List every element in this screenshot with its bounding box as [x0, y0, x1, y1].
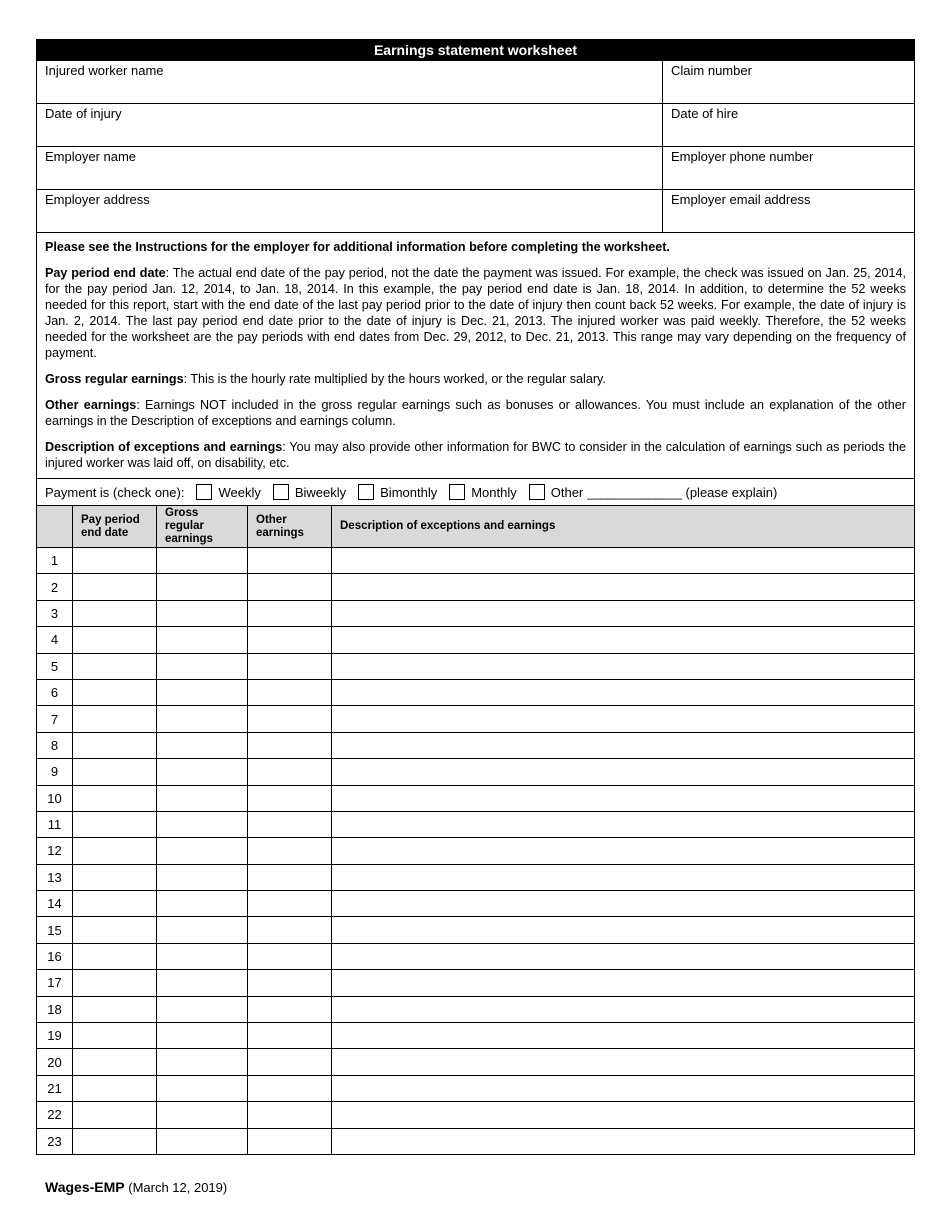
description-cell[interactable]: [332, 548, 915, 574]
row-number: 17: [37, 970, 73, 996]
row-number: 9: [37, 759, 73, 785]
gross-regular-earnings-cell[interactable]: [157, 1023, 248, 1049]
pay-period-end-date-cell[interactable]: [73, 706, 157, 732]
gross-regular-earnings-cell[interactable]: [157, 1075, 248, 1101]
description-cell[interactable]: [332, 811, 915, 837]
table-row: [37, 1075, 915, 1101]
row-number: 2: [37, 574, 73, 600]
other-earnings-cell[interactable]: [248, 785, 332, 811]
table-row: [37, 1128, 915, 1154]
pay-period-end-date-cell[interactable]: [73, 1075, 157, 1101]
injured-worker-name-label: Injured worker name: [45, 63, 164, 78]
row-number: 7: [37, 706, 73, 732]
gross-regular-earnings-cell[interactable]: [157, 548, 248, 574]
please-explain-label: (please explain): [685, 484, 778, 500]
row-number: 8: [37, 732, 73, 758]
pay-period-end-date-cell[interactable]: [73, 759, 157, 785]
pay-period-end-date-cell[interactable]: [73, 838, 157, 864]
table-row: [37, 706, 915, 732]
pay-period-end-date-cell[interactable]: [73, 1049, 157, 1075]
row-number: 16: [37, 943, 73, 969]
description-cell[interactable]: [332, 864, 915, 890]
form-revision-date: (March 12, 2019): [128, 1180, 228, 1195]
other-earnings-cell[interactable]: [248, 600, 332, 626]
other-checkbox[interactable]: [529, 484, 545, 500]
row-number: 18: [37, 996, 73, 1022]
employer-phone-label: Employer phone number: [671, 149, 814, 164]
claim-number-field[interactable]: [663, 61, 914, 103]
description-cell[interactable]: [332, 1075, 915, 1101]
other-earnings-cell[interactable]: [248, 811, 332, 837]
pay-period-end-date-cell[interactable]: [73, 996, 157, 1022]
weekly-label: Weekly: [218, 484, 261, 500]
pay-period-end-date-cell[interactable]: [73, 627, 157, 653]
row-number: 15: [37, 917, 73, 943]
pay-period-end-date-cell[interactable]: [73, 917, 157, 943]
gross-earnings-term: Gross regular earnings: [45, 372, 184, 386]
table-row: [37, 1023, 915, 1049]
earnings-table-body: [37, 548, 915, 1155]
other-earnings-cell[interactable]: [248, 706, 332, 732]
employer-name-label: Employer name: [45, 149, 137, 164]
info-row-worker: [37, 61, 914, 104]
info-row-employer: [37, 147, 914, 190]
row-number: 21: [37, 1075, 73, 1101]
payment-option-other[interactable]: [529, 484, 778, 500]
gross-earnings-text: : This is the hourly rate multiplied by the hours worked, or the regular salary.: [183, 372, 606, 386]
gross-regular-earnings-cell[interactable]: [157, 574, 248, 600]
header-row-number: [37, 506, 73, 548]
gross-regular-earnings-cell[interactable]: [157, 811, 248, 837]
row-number: 23: [37, 1128, 73, 1154]
gross-regular-earnings-cell[interactable]: [157, 706, 248, 732]
table-row: [37, 574, 915, 600]
other-explain-blank[interactable]: ______________: [587, 484, 682, 500]
gross-regular-earnings-cell[interactable]: [157, 1128, 248, 1154]
header-other-earnings: Other earnings: [248, 506, 332, 548]
description-cell[interactable]: [332, 574, 915, 600]
description-cell[interactable]: [332, 600, 915, 626]
table-row: [37, 864, 915, 890]
date-of-hire-label: Date of hire: [671, 106, 739, 121]
gross-regular-earnings-cell[interactable]: [157, 1049, 248, 1075]
bimonthly-label: Bimonthly: [380, 484, 438, 500]
header-gross-regular-earnings: Gross regular earnings: [157, 506, 248, 548]
gross-regular-earnings-cell[interactable]: [157, 732, 248, 758]
description-cell[interactable]: [332, 996, 915, 1022]
table-row: [37, 996, 915, 1022]
employer-email-field[interactable]: [663, 190, 914, 232]
gross-regular-earnings-cell[interactable]: [157, 864, 248, 890]
gross-regular-earnings-cell[interactable]: [157, 679, 248, 705]
employer-name-field[interactable]: [37, 147, 663, 189]
row-number: 5: [37, 653, 73, 679]
table-row: [37, 943, 915, 969]
employer-email-label: Employer email address: [671, 192, 811, 207]
pay-period-end-date-cell[interactable]: [73, 600, 157, 626]
pay-period-end-date-cell[interactable]: [73, 1102, 157, 1128]
gross-regular-earnings-cell[interactable]: [157, 1102, 248, 1128]
pay-period-end-date-cell[interactable]: [73, 891, 157, 917]
other-earnings-cell[interactable]: [248, 574, 332, 600]
table-row: [37, 785, 915, 811]
monthly-label: Monthly: [471, 484, 517, 500]
other-earnings-cell[interactable]: [248, 970, 332, 996]
table-row: [37, 917, 915, 943]
row-number: 10: [37, 785, 73, 811]
gross-regular-earnings-cell[interactable]: [157, 838, 248, 864]
payment-option-monthly[interactable]: [449, 484, 517, 500]
other-earnings-cell[interactable]: [248, 548, 332, 574]
header-description: Description of exceptions and earnings: [332, 506, 915, 548]
payment-label: Payment is (check one):: [45, 484, 185, 500]
table-row: [37, 627, 915, 653]
pay-period-end-date-cell[interactable]: [73, 653, 157, 679]
biweekly-label: Biweekly: [294, 484, 347, 500]
bimonthly-checkbox[interactable]: [358, 484, 374, 500]
other-earnings-cell[interactable]: [248, 1102, 332, 1128]
form-code: Wages-EMP: [45, 1179, 125, 1195]
table-row: [37, 759, 915, 785]
injured-worker-name-field[interactable]: [37, 61, 663, 103]
gross-regular-earnings-cell[interactable]: [157, 970, 248, 996]
description-cell[interactable]: [332, 1102, 915, 1128]
table-row: [37, 732, 915, 758]
pay-period-text: : The actual end date of the pay period, not the date the payment was issued. For example, the check was issued on Jan. 25, 2014, for the pay period Jan. 12, 2014, to Jan. 18, 2014. In this example, the pay period end date is Jan. 18, 2014. In addition, to determine the 52 weeks needed for this report, start with the end date of the last pay period prior to the date of injury then count back 52 weeks. For example, the date of injury is Jan. 2, 2014. The last pay period end date prior to the date of injury is Dec. 21, 2013. The injured worker was paid weekly. Therefore, the 52 weeks needed for the worksheet are the pay periods with end dates from Dec. 29, 2012, to Dec. 21, 2013. This range may vary depending on the frequency of payment.: [45, 266, 907, 360]
other-label: Other: [550, 484, 584, 500]
other-earnings-cell[interactable]: [248, 1075, 332, 1101]
other-earnings-cell[interactable]: [248, 732, 332, 758]
gross-regular-earnings-cell[interactable]: [157, 943, 248, 969]
gross-regular-earnings-cell[interactable]: [157, 891, 248, 917]
table-row: [37, 811, 915, 837]
pay-period-end-date-cell[interactable]: [73, 679, 157, 705]
pay-period-end-date-cell[interactable]: [73, 943, 157, 969]
gross-regular-earnings-cell[interactable]: [157, 785, 248, 811]
gross-regular-earnings-cell[interactable]: [157, 996, 248, 1022]
info-row-contact: [37, 190, 914, 233]
pay-period-instruction: [45, 265, 906, 361]
claim-number-label: Claim number: [671, 63, 752, 78]
other-earnings-cell[interactable]: [248, 1049, 332, 1075]
description-cell[interactable]: [332, 891, 915, 917]
table-row: [37, 679, 915, 705]
table-row: [37, 838, 915, 864]
earnings-table: [36, 505, 915, 1155]
description-cell[interactable]: [332, 1023, 915, 1049]
description-cell[interactable]: [332, 653, 915, 679]
pay-period-end-date-cell[interactable]: [73, 1023, 157, 1049]
description-term: Description of exceptions and earnings: [45, 440, 283, 454]
other-earnings-cell[interactable]: [248, 1128, 332, 1154]
other-earnings-text: : Earnings NOT included in the gross regular earnings such as bonuses or allowances. You must include an explanation of the other earnings in the Description of exceptions and earnings column.: [45, 398, 907, 428]
other-earnings-term: Other earnings: [45, 398, 137, 412]
row-number: 3: [37, 600, 73, 626]
pay-period-end-date-cell[interactable]: [73, 864, 157, 890]
payment-option-weekly[interactable]: [196, 484, 260, 500]
table-header-row: [37, 506, 915, 548]
row-number: 4: [37, 627, 73, 653]
description-cell[interactable]: [332, 732, 915, 758]
payment-frequency-row: [36, 479, 915, 505]
date-of-hire-field[interactable]: [663, 104, 914, 146]
other-earnings-cell[interactable]: [248, 759, 332, 785]
description-cell[interactable]: [332, 627, 915, 653]
pay-period-term: Pay period end date: [45, 266, 166, 280]
pay-period-end-date-cell[interactable]: [73, 1128, 157, 1154]
pay-period-end-date-cell[interactable]: [73, 732, 157, 758]
pay-period-end-date-cell[interactable]: [73, 574, 157, 600]
description-cell[interactable]: [332, 759, 915, 785]
pay-period-end-date-cell[interactable]: [73, 970, 157, 996]
table-row: [37, 600, 915, 626]
row-number: 20: [37, 1049, 73, 1075]
worker-info-grid: [36, 61, 915, 233]
instructions-block: [36, 233, 915, 479]
description-cell[interactable]: [332, 785, 915, 811]
description-cell[interactable]: [332, 1128, 915, 1154]
table-row: [37, 891, 915, 917]
table-row: [37, 1102, 915, 1128]
description-text: : You may also provide other information for BWC to consider in the calculation of earnings such as periods the injured worker was laid off, on disability, etc.: [45, 440, 906, 470]
row-number: 14: [37, 891, 73, 917]
other-earnings-instruction: [45, 397, 906, 429]
instructions-lead: Please see the Instructions for the employer for additional information before completing the worksheet.: [45, 240, 670, 254]
row-number: 13: [37, 864, 73, 890]
table-row: [37, 653, 915, 679]
monthly-checkbox[interactable]: [449, 484, 465, 500]
row-number: 12: [37, 838, 73, 864]
description-cell[interactable]: [332, 838, 915, 864]
date-of-injury-field[interactable]: [37, 104, 663, 146]
other-earnings-cell[interactable]: [248, 943, 332, 969]
other-earnings-cell[interactable]: [248, 679, 332, 705]
description-cell[interactable]: [332, 917, 915, 943]
gross-regular-earnings-cell[interactable]: [157, 600, 248, 626]
other-earnings-cell[interactable]: [248, 653, 332, 679]
pay-period-end-date-cell[interactable]: [73, 548, 157, 574]
description-cell[interactable]: [332, 1049, 915, 1075]
row-number: 19: [37, 1023, 73, 1049]
row-number: 1: [37, 548, 73, 574]
form-footer: [45, 1179, 227, 1195]
table-row: [37, 548, 915, 574]
other-earnings-cell[interactable]: [248, 1023, 332, 1049]
date-of-injury-label: Date of injury: [45, 106, 122, 121]
description-cell[interactable]: [332, 706, 915, 732]
employer-address-label: Employer address: [45, 192, 150, 207]
gross-regular-earnings-cell[interactable]: [157, 653, 248, 679]
gross-earnings-instruction: [45, 371, 906, 387]
payment-option-biweekly[interactable]: [273, 484, 346, 500]
gross-regular-earnings-cell[interactable]: [157, 759, 248, 785]
row-number: 6: [37, 679, 73, 705]
pay-period-end-date-cell[interactable]: [73, 811, 157, 837]
description-instruction: [45, 439, 906, 471]
info-row-dates: [37, 104, 914, 147]
other-earnings-cell[interactable]: [248, 838, 332, 864]
weekly-checkbox[interactable]: [196, 484, 212, 500]
other-earnings-cell[interactable]: [248, 996, 332, 1022]
gross-regular-earnings-cell[interactable]: [157, 917, 248, 943]
biweekly-checkbox[interactable]: [273, 484, 289, 500]
worksheet-title: Earnings statement worksheet: [36, 39, 915, 61]
table-row: [37, 1049, 915, 1075]
gross-regular-earnings-cell[interactable]: [157, 627, 248, 653]
description-cell[interactable]: [332, 943, 915, 969]
other-earnings-cell[interactable]: [248, 891, 332, 917]
pay-period-end-date-cell[interactable]: [73, 785, 157, 811]
employer-phone-field[interactable]: [663, 147, 914, 189]
description-cell[interactable]: [332, 679, 915, 705]
row-number: 11: [37, 811, 73, 837]
other-earnings-cell[interactable]: [248, 864, 332, 890]
payment-option-bimonthly[interactable]: [358, 484, 437, 500]
description-cell[interactable]: [332, 970, 915, 996]
earnings-worksheet-form: [36, 39, 915, 1155]
other-earnings-cell[interactable]: [248, 627, 332, 653]
employer-address-field[interactable]: [37, 190, 663, 232]
header-pay-period-end-date: Pay period end date: [73, 506, 157, 548]
other-earnings-cell[interactable]: [248, 917, 332, 943]
table-row: [37, 970, 915, 996]
row-number: 22: [37, 1102, 73, 1128]
